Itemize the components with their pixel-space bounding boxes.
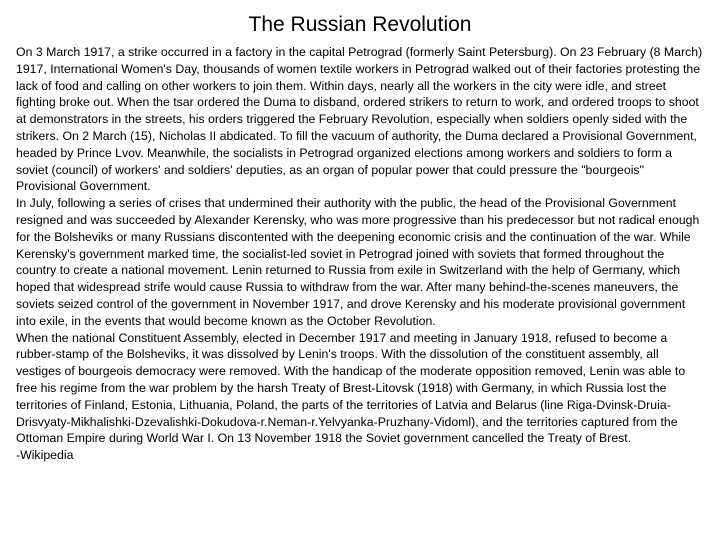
document-body [16,44,706,464]
paragraph-february-revolution: On 3 March 1917, a strike occurred in a factory in the capital Petrograd (formerly Saint Petersburg). On 23 February (8 March) 1917, International Women's Day, thousands of women textile workers in Petrograd walked out of their factories protesting the lack of food and calling on other workers to join them. Within days, nearly all the workers in the city were idle, and street fighting broke out. When the tsar ordered the Duma to disband, ordered strikers to return to work, and ordered troops to shoot at demonstrators in the streets, his orders triggered the February Revolution, especially when soldiers openly sided with the strikers. On 2 March (15), Nicholas II abdicated. To fill the vacuum of authority, the Duma declared a Provisional Government, headed by Prince Lvov. Meanwhile, the socialists in Petrograd organized elections among workers and soldiers to form a soviet (council) of workers' and soldiers' deputies, as an organ of popular power that could pressure the "bourgeois" Provisional Government. [16,45,703,194]
page-title: The Russian Revolution [248,13,472,36]
source-attribution: -Wikipedia [16,448,74,463]
paragraph-october-revolution: In July, following a series of crises that undermined their authority with the public, the head of the Provisional Government resigned and was succeeded by Alexander Kerensky, who was more progressive than his predecessor but not radical enough for the Bolsheviks or many Russians discontented with the deepening economic crisis and the continuation of the war. While Kerensky's government marked time, the socialist-led soviet in Petrograd joined with soviets that formed throughout the country to create a national movement. Lenin returned to Russia from exile in Switzerland with the help of Germany, which hoped that widespread strife would cause Russia to withdraw from the war. After many behind-the-scenes maneuvers, the soviets seized control of the government in November 1917, and drove Kerensky and his moderate provisional government into exile, in the events that would become known as the October Revolution. [16,196,700,328]
paragraph-constituent-assembly: When the national Constituent Assembly, elected in December 1917 and meeting in January 1918, refused to become a rubber-stamp of the Bolsheviks, it was dissolved by Lenin's troops. With the dissolution of the constituent assembly, all vestiges of bourgeois democracy were removed. With the handicap of the moderate opposition removed, Lenin was able to free his regime from the war problem by the harsh Treaty of Brest-Litovsk (1918) with Germany, in which Russia lost the territories of Finland, Estonia, Lithuania, Poland, the parts of the territories of Latvia and Belarus (line Riga-Dvinsk-Druia-Drisvyaty-Mikhalishki-Dzevalishki-Dokudova-r.Neman-r.Yelvyanka-Pruzhany-Vidoml), and the territories captured from the Ottoman Empire during World War I. On 13 November 1918 the Soviet government cancelled the Treaty of Brest. [16,330,686,446]
